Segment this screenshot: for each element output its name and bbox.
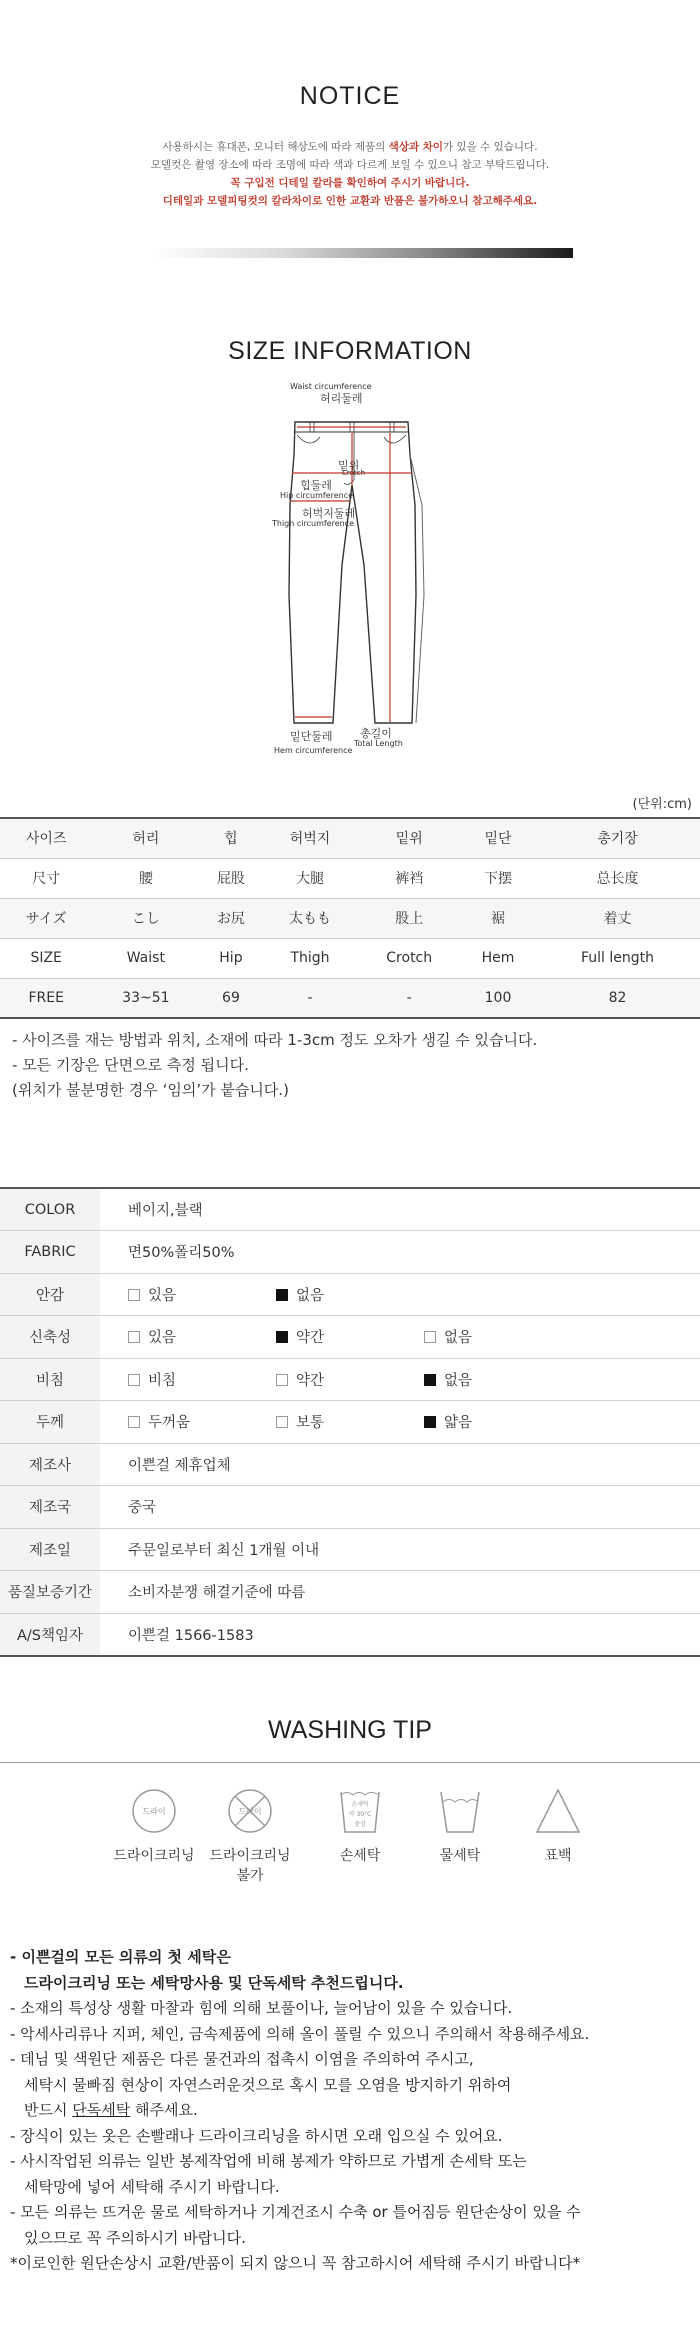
option: 약간 [276,1326,424,1347]
unit-label: (단위:cm) [632,797,692,812]
info-value: 주문일로부터 최신 1개월 이내 [100,1528,700,1571]
info-value [100,1358,700,1401]
wash-label: 표백 [544,1848,572,1864]
checkbox-empty-icon [128,1416,140,1428]
option: 얇음 [424,1411,572,1432]
info-label: FABRIC [0,1231,100,1274]
wash-label: 드라이크리닝 [113,1848,195,1864]
info-value: 소비자분쟁 해결기준에 따름 [100,1571,700,1614]
svg-text:중성: 중성 [354,1821,366,1828]
checkbox-empty-icon [276,1416,288,1428]
hem-label-ko: 밑단둘레 [290,730,333,743]
table-cell: Crotch [357,938,461,978]
table-cell: 82 [535,978,700,1018]
crotch-label-en: Crotch [342,469,365,477]
checkbox-empty-icon [128,1374,140,1386]
table-cell: - [263,978,358,1018]
water-wash-item [410,1786,510,1866]
wash-note: 세탁망에 넣어 세탁해 주시기 바랍니다. [24,2177,280,2196]
wash-label: 손세탁 [339,1848,381,1864]
notice-line-4: 디테일과 모델피팅컷의 칼라차이로 인한 교환과 반품은 불가하오니 참고해주세요. [162,195,538,207]
info-row-sheer [0,1358,700,1401]
table-cell: 腰 [92,858,199,898]
size-notes [12,1028,537,1103]
notice-title: NOTICE [299,82,401,110]
notice-highlight: 색상과 차이 [388,141,444,153]
option: 비침 [128,1369,276,1390]
table-cell: こし [92,898,199,938]
table-cell: サイズ [0,898,92,938]
table-cell: Waist [92,938,199,978]
table-cell: FREE [0,978,92,1018]
wash-note: - 사시작업된 의류는 일반 봉제작업에 비해 봉제가 약하므로 가볍게 손세탁 또는 [10,2152,527,2170]
info-label: 품질보증기간 [0,1571,100,1614]
table-cell: 힙 [199,818,262,858]
info-value [100,1401,700,1444]
info-label: 비침 [0,1358,100,1401]
dry-clean-item [104,1786,204,1866]
wash-note-heading: - 이쁜걸의 모든 의류의 첫 세탁은 [10,1948,231,1966]
gradient-divider [153,248,573,258]
wash-note: - 장식이 있는 옷은 손빨래나 드라이크리닝을 하시면 오래 입으실 수 있어요. [10,2126,503,2145]
table-row [0,898,700,938]
svg-text:드라이: 드라이 [142,1807,166,1816]
info-label: A/S책임자 [0,1613,100,1656]
table-cell: 屁股 [199,858,262,898]
table-cell: 허벅지 [263,818,358,858]
notice-text [0,138,700,210]
table-row [0,858,700,898]
hip-label-ko: 힙둘레 [300,479,332,492]
info-value [100,1316,700,1359]
crotch-label-ko: 밑위 [338,459,360,472]
svg-text:약 30°C: 약 30°C [348,1811,372,1818]
wash-note: - 데님 및 색원단 제품은 다른 물건과의 접촉시 이염을 주의하여 주시고, [10,2050,474,2068]
info-label: 제조국 [0,1486,100,1529]
option: 있음 [128,1284,276,1305]
checkbox-filled-icon [424,1374,436,1386]
wash-note: 세탁시 물빠짐 현상이 자연스러운것으로 혹시 모를 오염을 방지하기 위하여 [24,2075,512,2094]
wash-note: - 모든 의류는 뜨거운 물로 세탁하거나 기계건조시 수축 or 틀어짐등 원단손상이 있을 수 [10,2203,581,2221]
checkbox-filled-icon [276,1331,288,1343]
waist-label-en: Waist circumference [290,382,372,391]
notice-section [0,0,700,300]
washing-icons [0,1786,700,1906]
info-label: 안감 [0,1273,100,1316]
table-cell: Hip [199,938,262,978]
wash-note: 있으므로 꼭 주의하시기 바랍니다. [24,2228,246,2247]
info-row-fabric [0,1231,700,1274]
bleach-icon [533,1786,583,1836]
table-row [0,978,700,1018]
product-info-table [0,1187,700,1657]
pants-size-diagram [250,382,450,765]
option: 보통 [276,1411,424,1432]
table-row [0,938,700,978]
bleach-item [508,1786,608,1866]
waist-label-ko: 허리둘레 [320,392,363,405]
table-cell: 밑단 [461,818,535,858]
info-value: 베이지,블랙 [100,1188,700,1231]
info-value [100,1273,700,1316]
option: 두꺼움 [128,1411,276,1432]
notice-line-1: 사용하시는 휴대폰, 모니터 해상도에 따라 제품의 색상과 차이가 있을 수 있습니다. [162,141,538,153]
option: 약간 [276,1369,424,1390]
table-cell: 허리 [92,818,199,858]
wash-note: - 악세사리류나 지퍼, 체인, 금속제품에 의해 올이 풀릴 수 있으니 주의해서 착용해주세요. [10,2024,590,2043]
hand-wash-icon [335,1786,385,1836]
table-cell: 着丈 [535,898,700,938]
info-row-warranty [0,1571,700,1614]
thigh-label-ko: 허벅지둘레 [302,507,356,520]
info-value: 이쁜걸 1566-1583 [100,1613,700,1656]
wash-label: 물세탁 [439,1848,481,1864]
pants-outline-icon [250,395,450,765]
table-cell: 69 [199,978,262,1018]
table-cell: Hem [461,938,535,978]
size-note: - 모든 기장은 단면으로 측정 됩니다. [12,1056,249,1074]
checkbox-empty-icon [276,1374,288,1386]
option: 없음 [424,1326,572,1347]
svg-text:드라이: 드라이 [238,1807,262,1816]
table-cell: - [357,978,461,1018]
checkbox-filled-icon [424,1416,436,1428]
washing-divider [0,1762,700,1763]
table-cell: SIZE [0,938,92,978]
washing-notes [10,1945,695,2277]
table-cell: 밑위 [357,818,461,858]
checkbox-empty-icon [128,1289,140,1301]
option: 없음 [424,1369,572,1390]
wash-note: 반드시 단독세탁 해주세요. [24,2101,198,2119]
size-info-title: SIZE INFORMATION [228,337,472,365]
table-cell: 총기장 [535,818,700,858]
info-row-as [0,1613,700,1656]
info-value: 면50%폴리50% [100,1231,700,1274]
table-cell: 尺寸 [0,858,92,898]
wash-note-footer: *이로인한 원단손상시 교환/반품이 되지 않으니 꼭 참고하시어 세탁해 주시기 바랍니다* [10,2254,581,2272]
size-note: (위치가 불분명한 경우 ‘임의’가 붙습니다.) [12,1081,289,1099]
water-wash-icon [435,1786,485,1836]
checkbox-empty-icon [424,1331,436,1343]
info-label: 두께 [0,1401,100,1444]
info-label: COLOR [0,1188,100,1231]
table-cell: 裤裆 [357,858,461,898]
info-label: 제조일 [0,1528,100,1571]
table-cell: 大腿 [263,858,358,898]
hand-wash-item [310,1786,410,1866]
table-cell: 100 [461,978,535,1018]
svg-text:손세탁: 손세탁 [351,1801,369,1808]
table-cell: Full length [535,938,700,978]
notice-line-3: 꼭 구입전 디테일 칼라를 확인하여 주시기 바랍니다. [230,177,470,189]
checkbox-empty-icon [128,1331,140,1343]
size-note: - 사이즈를 재는 방법과 위치, 소재에 따라 1-3cm 정도 오차가 생길 수 있습니다. [12,1031,538,1049]
length-label-en: Total Length [354,739,403,748]
no-dry-clean-item [200,1786,300,1886]
table-cell: 下摆 [461,858,535,898]
option: 없음 [276,1284,424,1305]
info-label: 제조사 [0,1443,100,1486]
table-cell: 总长度 [535,858,700,898]
wash-note: - 소재의 특성상 생활 마찰과 힘에 의해 보풀이나, 늘어남이 있을 수 있습니다. [10,1999,513,2017]
underlined-text: 단독세탁 [72,2101,131,2119]
info-row-color [0,1188,700,1231]
no-dry-clean-icon [225,1786,275,1836]
table-cell: 사이즈 [0,818,92,858]
info-value: 중국 [100,1486,700,1529]
wash-note-heading: 드라이크리닝 또는 세탁망사용 및 단독세탁 추천드립니다. [24,1973,404,1992]
info-row-lining [0,1273,700,1316]
info-row-thickness [0,1401,700,1444]
info-row-maker [0,1443,700,1486]
option: 있음 [128,1326,276,1347]
size-table [0,817,700,1019]
table-cell: 裾 [461,898,535,938]
table-cell: お尻 [199,898,262,938]
hem-label-en: Hem circumference [274,746,353,755]
notice-line-2: 모델컷은 촬영 장소에 따라 조명에 따라 색과 다르게 보일 수 있으니 참고 부탁드립니다. [150,159,550,171]
info-value: 이쁜걸 제휴업체 [100,1443,700,1486]
info-row-stretch [0,1316,700,1359]
thigh-label-en: Thigh circumference [272,519,355,528]
table-cell: Thigh [263,938,358,978]
wash-label: 드라이크리닝 불가 [209,1848,291,1884]
info-row-date [0,1528,700,1571]
length-label-ko: 총길이 [360,727,392,740]
table-row [0,818,700,858]
info-label: 신축성 [0,1316,100,1359]
table-cell: 太もも [263,898,358,938]
washing-tip-title: WASHING TIP [268,1716,432,1744]
table-cell: 股上 [357,898,461,938]
hip-label-en: Hip circumference [280,491,354,500]
table-cell: 33~51 [92,978,199,1018]
checkbox-filled-icon [276,1289,288,1301]
info-row-country [0,1486,700,1529]
dry-clean-icon [129,1786,179,1836]
